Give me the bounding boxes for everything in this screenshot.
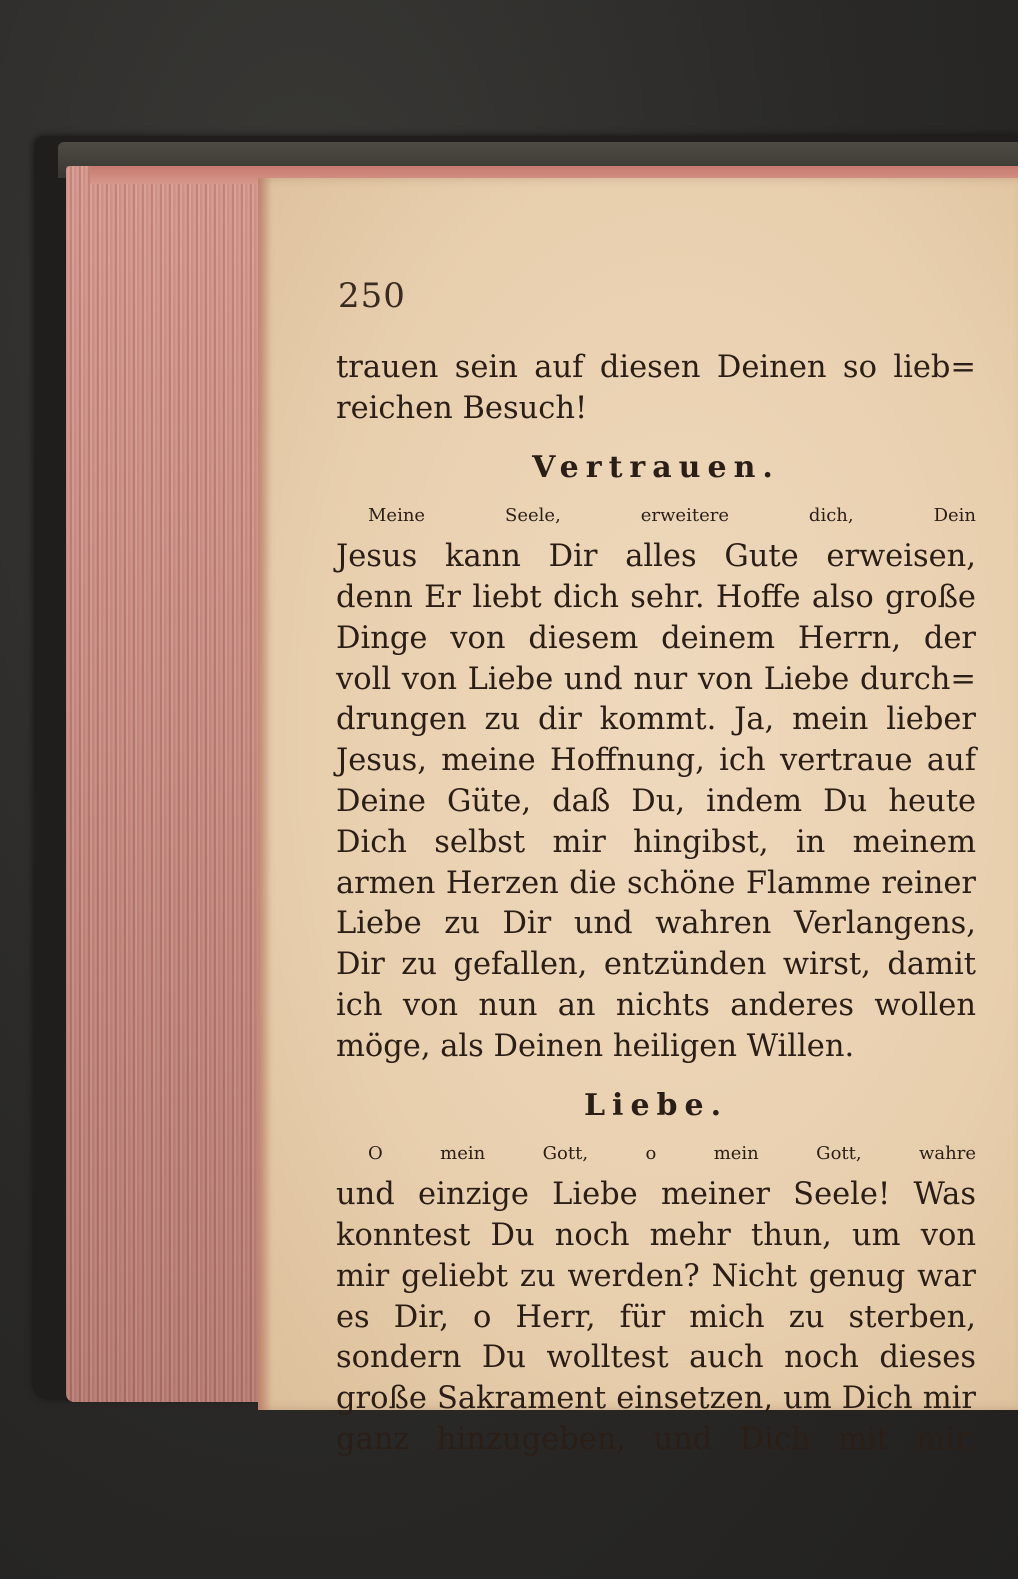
- text-line: Dich selbst mir hingibst, in meinem: [336, 824, 976, 860]
- section-heading-vertrauen: Vertrauen.: [532, 449, 780, 485]
- text-line: denn Er liebt dich sehr. Hoffe also große: [336, 579, 976, 615]
- text-line: konntest Du noch mehr thun, um von: [336, 1217, 976, 1253]
- text-line: trauen sein auf diesen Deinen so lieb=: [336, 350, 976, 385]
- text-line: reichen Besuch!: [336, 390, 588, 426]
- text-line: Deine Güte, daß Du, indem Du heute: [336, 783, 976, 819]
- text-line: Dir zu gefallen, entzünden wirst, damit: [336, 947, 976, 983]
- section-heading-liebe: Liebe.: [583, 1087, 729, 1123]
- text-line: drungen zu dir kommt. Ja, mein lieber: [336, 702, 976, 738]
- text-line: Meine Seele, erweitere dich, Dein: [368, 505, 976, 527]
- text-line: es Dir, o Herr, für mich zu sterben,: [336, 1299, 976, 1335]
- text-line: ich von nun an nichts anderes wollen: [336, 987, 976, 1023]
- text-line: O mein Gott, o mein Gott, wahre: [368, 1143, 976, 1165]
- text-line: mir geliebt zu werden? Nicht genug war: [336, 1258, 976, 1294]
- page-number: 250: [338, 276, 406, 316]
- text-line: ganz hinzugeben, und Dich mit mir,: [336, 1421, 976, 1457]
- text-line: sondern Du wolltest auch noch dieses: [336, 1340, 976, 1376]
- text-line: voll von Liebe und nur von Liebe durch=: [336, 661, 976, 697]
- text-line: und einzige Liebe meiner Seele! Was: [336, 1177, 976, 1213]
- page-fore-edge: [66, 166, 276, 1402]
- text-line: möge, als Deinen heiligen Willen.: [336, 1028, 855, 1064]
- text-line: armen Herzen die schöne Flamme reiner: [336, 865, 976, 901]
- text-line: große Sakrament einsetzen, um Dich mir: [336, 1381, 976, 1417]
- text-line: Jesus kann Dir alles Gute erweisen,: [336, 539, 976, 575]
- text-line: Dinge von diesem deinem Herrn, der: [336, 620, 976, 656]
- text-line: Liebe zu Dir und wahren Verlangens,: [336, 906, 976, 942]
- text-line: Jesus, meine Hoffnung, ich vertraue auf: [336, 743, 976, 779]
- book-page: [258, 178, 1018, 1457]
- page-text: [336, 348, 976, 1461]
